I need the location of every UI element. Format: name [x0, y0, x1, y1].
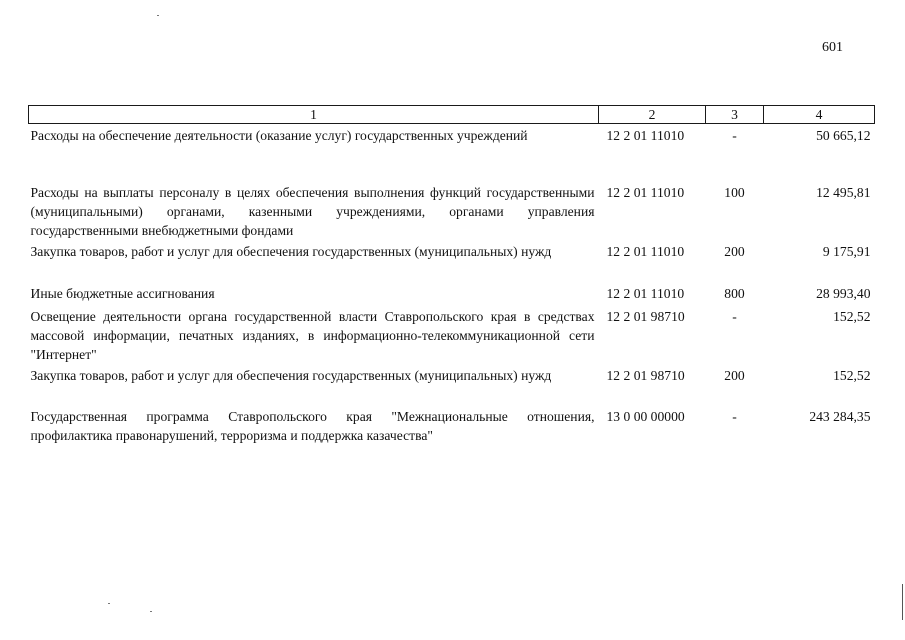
table-header: [29, 106, 875, 124]
table-row: [29, 305, 875, 364]
scan-speck: [157, 15, 159, 16]
page-number: 601: [822, 40, 843, 55]
header-col-4: 4: [764, 106, 875, 124]
row-name: Расходы на выплаты персоналу в целях обеспечения выполнения функций государственными (муниципальными) органами, казенными учреждениями, органами управления государственными внебюджетными фондами: [30, 185, 595, 238]
row-amount: 50 665,12: [816, 128, 871, 143]
header-col-3: 3: [706, 106, 764, 124]
scan-speck: [108, 603, 110, 604]
row-expense-type: 800: [724, 286, 745, 301]
table-row: [29, 405, 875, 447]
table-row: [29, 364, 875, 405]
row-expense-type: 200: [724, 368, 745, 383]
row-expense-type: -: [732, 409, 737, 424]
row-expense-type: -: [732, 309, 737, 324]
row-name: Расходы на обеспечение деятельности (оказание услуг) государственных учреждений: [30, 128, 528, 143]
row-amount: 243 284,35: [809, 409, 871, 424]
row-code: 12 2 01 11010: [606, 244, 685, 259]
row-code: 12 2 01 98710: [606, 368, 685, 383]
row-code: 12 2 01 98710: [606, 309, 685, 324]
row-code: 12 2 01 11010: [606, 128, 685, 143]
table-row: [29, 181, 875, 240]
row-amount: 9 175,91: [822, 244, 871, 259]
row-amount: 152,52: [833, 368, 871, 383]
scan-edge-mark: [902, 584, 903, 620]
row-expense-type: 200: [724, 244, 745, 259]
row-amount: 28 993,40: [816, 286, 871, 301]
scan-speck: [150, 611, 152, 612]
row-amount: 12 495,81: [816, 185, 871, 200]
row-name: Государственная программа Ставропольского края "Межнациональные отношения, профилактика правонарушений, терроризма и поддержка казачества": [30, 409, 595, 443]
table-row: [29, 282, 875, 305]
header-row: [29, 106, 875, 124]
row-name: Освещение деятельности органа государственной власти Ставропольского края в средствах массовой информации, печатных изданиях, в информационно-телекоммуникационной сети "Интернет": [30, 309, 595, 362]
row-name: Закупка товаров, работ и услуг для обеспечения государственных (муниципальных) нужд: [30, 244, 552, 259]
row-name: Иные бюджетные ассигнования: [30, 286, 215, 301]
table-row: [29, 124, 875, 182]
budget-table: [28, 105, 875, 447]
row-expense-type: 100: [724, 185, 745, 200]
table-row: [29, 240, 875, 282]
header-col-1: 1: [29, 106, 599, 124]
row-code: 13 0 00 00000: [606, 409, 685, 424]
row-amount: 152,52: [833, 309, 871, 324]
row-expense-type: -: [732, 128, 737, 143]
table-body: [29, 124, 875, 448]
row-name: Закупка товаров, работ и услуг для обеспечения государственных (муниципальных) нужд: [30, 368, 552, 383]
header-col-2: 2: [599, 106, 706, 124]
row-code: 12 2 01 11010: [606, 286, 685, 301]
row-code: 12 2 01 11010: [606, 185, 685, 200]
